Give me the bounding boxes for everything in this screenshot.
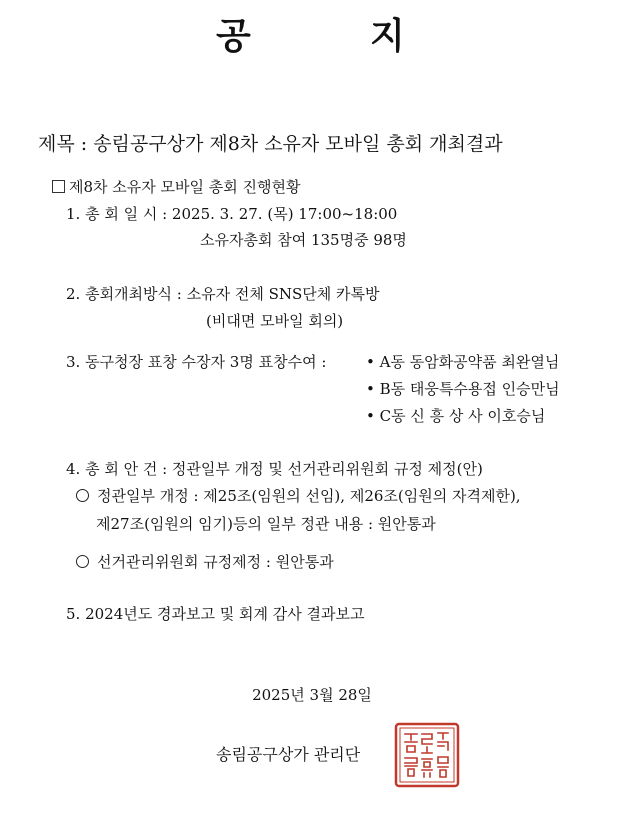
item4-sub1-line2: 제27조(임원의 임기)등의 일부 정관 내용 : 원안통과 xyxy=(96,515,436,533)
item2-line2: (비대면 모바일 회의) xyxy=(206,312,344,330)
notice-subject: 제목 : 송림공구상가 제8차 소유자 모바일 총회 개최결과 xyxy=(38,133,503,155)
item4-sub1 xyxy=(76,485,521,507)
item4-line1: 4. 총 회 안 건 : 정관일부 개정 및 선거관리위원회 규정 제정(안) xyxy=(66,460,483,478)
title-char-1: 공 xyxy=(216,16,251,57)
awardee-b: • B동 태웅특수용접 인승만님 xyxy=(366,380,560,398)
item3-line1: 3. 동구청장 표창 수장자 3명 표창수여 : xyxy=(66,353,327,371)
checkbox-square-icon xyxy=(52,180,65,193)
notice-date: 2025년 3월 28일 xyxy=(252,686,372,704)
item5: 5. 2024년도 경과보고 및 회계 감사 결과보고 xyxy=(66,605,365,623)
organization-name: 송림공구상가 관리단 xyxy=(216,745,361,764)
item4-sub1-line1: 정관일부 개정 : 제25조(임원의 선임), 제26조(임원의 자격제한), xyxy=(97,487,521,505)
title-char-2: 지 xyxy=(370,16,405,57)
item4-sub2 xyxy=(76,551,334,573)
notice-title xyxy=(0,12,624,62)
awardee-a: • A동 동암화공약품 최완열님 xyxy=(366,353,560,371)
awardee-c: • C동 신 흥 상 사 이호승님 xyxy=(366,407,546,425)
item2-line1: 2. 총회개최방식 : 소유자 전체 SNS단체 카톡방 xyxy=(66,285,380,303)
item1-line1: 1. 총 회 일 시 : 2025. 3. 27. (목) 17:00~18:00 xyxy=(66,205,398,223)
section-header xyxy=(52,176,300,198)
section-header-text: 제8차 소유자 모바일 총회 진행현황 xyxy=(69,178,301,196)
item1-line2: 소유자총회 참여 135명중 98명 xyxy=(200,231,407,249)
item4-sub2-text: 선거관리위원회 규정제정 : 원안통과 xyxy=(97,553,334,571)
official-seal-icon xyxy=(394,722,460,788)
circle-bullet-icon xyxy=(76,555,89,568)
circle-bullet-icon xyxy=(76,489,89,502)
